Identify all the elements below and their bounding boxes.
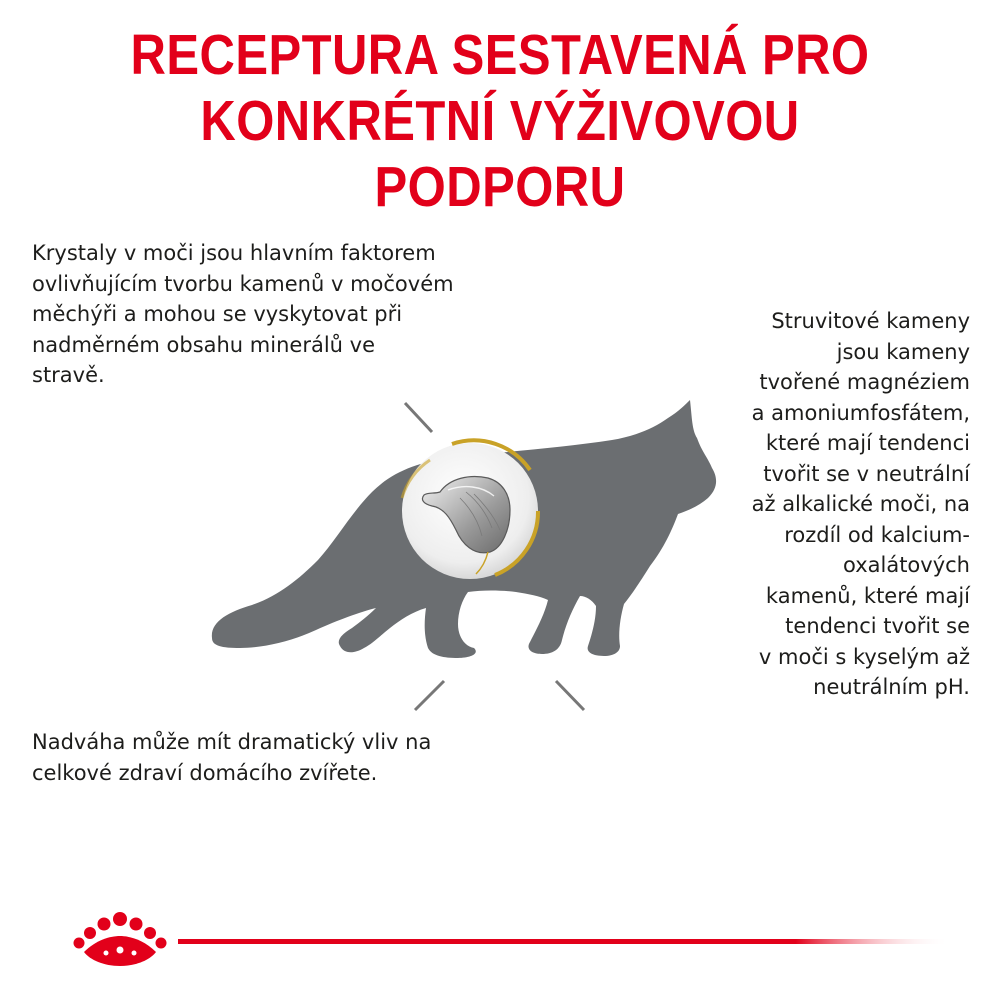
text-line: tendenci tvořit se [785,614,970,638]
text-line: Nadváha může mít dramatický vliv na [32,730,432,754]
text-line: celkové zdraví domácího zvířete. [32,760,378,785]
text-line: stravě. [32,363,105,387]
text-line: nadměrném obsahu minerálů ve [32,332,375,357]
text-line: kamenů, které mají [765,583,970,608]
text-line: oxalátových [843,553,970,577]
text-overweight [32,727,552,788]
callout-line-bottom-left [30,681,444,710]
text-line: Krystaly v moči jsou hlavním faktorem [32,241,436,265]
text-line: až alkalické moči, na [751,492,970,516]
text-line: které mají tendenci [765,431,970,455]
text-line: v moči s kyselým až [758,644,970,669]
text-urinary-crystals [32,238,542,391]
text-line: měchýři a mohou se vyskytovat při [32,302,403,326]
text-line: neutrálním pH. [813,675,970,699]
royal-crown-logo [74,912,167,966]
text-struvite-stones [700,306,970,703]
callout-line-top-left [30,403,432,432]
text-line: tvořené magnéziem [759,370,970,394]
text-line: Struvitové kameny [771,309,970,333]
text-line: tvořit se v neutrální [763,461,970,486]
title-line-2: KONKRÉTNÍ VÝŽIVOVOU PODPORU [200,89,800,219]
text-line: ovlivňujícím tvorbu kamenů v močovém [32,271,454,296]
text-line: a amoniumfosfátem, [751,400,970,425]
text-line: rozdíl od kalcium- [784,522,970,547]
text-line: jsou kameny [836,339,970,364]
title-line-1: RECEPTURA SESTAVENÁ PRO [130,23,870,87]
footer-rule [178,939,950,944]
